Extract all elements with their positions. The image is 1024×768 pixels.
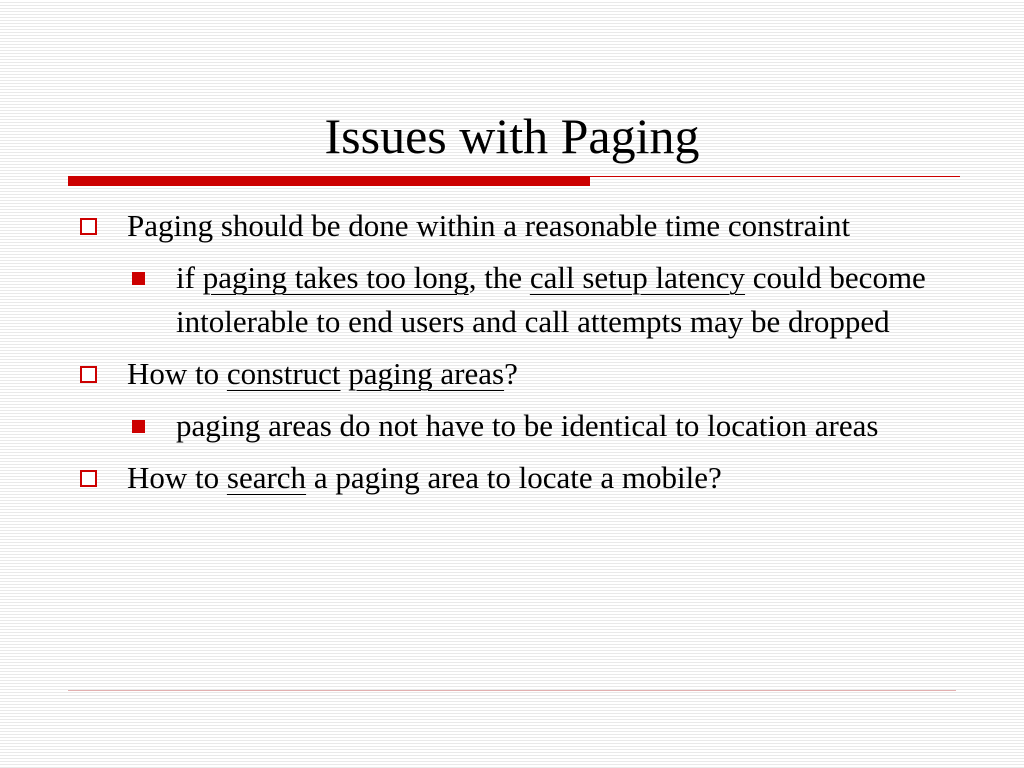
title-underline-thin	[590, 176, 960, 177]
bullet-item	[0, 456, 1024, 500]
bullet-text-part: , the	[468, 260, 530, 295]
sub-bullet-item	[0, 404, 1024, 448]
filled-square-icon	[132, 420, 145, 433]
sub-bullet-item	[0, 256, 1024, 344]
bullet-text-part: ?	[504, 356, 518, 391]
bullet-text: Paging should be done within a reasonable time constraint	[127, 208, 851, 243]
hollow-square-icon	[80, 470, 97, 487]
bullet-list	[0, 204, 1024, 508]
bullet-text-part: a paging area to locate a mobile?	[306, 460, 722, 495]
bullet-text: paging areas do not have to be identical to location areas	[176, 408, 879, 443]
underlined-term: paging takes too long	[202, 260, 469, 295]
footer-divider	[68, 690, 956, 691]
underlined-term: search	[226, 460, 307, 495]
underlined-term: call setup latency	[529, 260, 746, 295]
bullet-text-part: How to	[127, 460, 227, 495]
hollow-square-icon	[80, 366, 97, 383]
bullet-text-part: How to	[127, 356, 227, 391]
underlined-term: construct	[226, 356, 341, 391]
bullet-item	[0, 204, 1024, 248]
bullet-text-part: could become intolerable to end users and call attempts may be dropped	[176, 260, 926, 339]
underlined-term: paging areas	[348, 356, 505, 391]
filled-square-icon	[132, 272, 145, 285]
title-underline-thick	[68, 176, 590, 186]
slide-title: Issues with Paging	[324, 108, 700, 164]
bullet-item	[0, 352, 1024, 396]
bullet-text-part: if	[176, 260, 203, 295]
hollow-square-icon	[80, 218, 97, 235]
